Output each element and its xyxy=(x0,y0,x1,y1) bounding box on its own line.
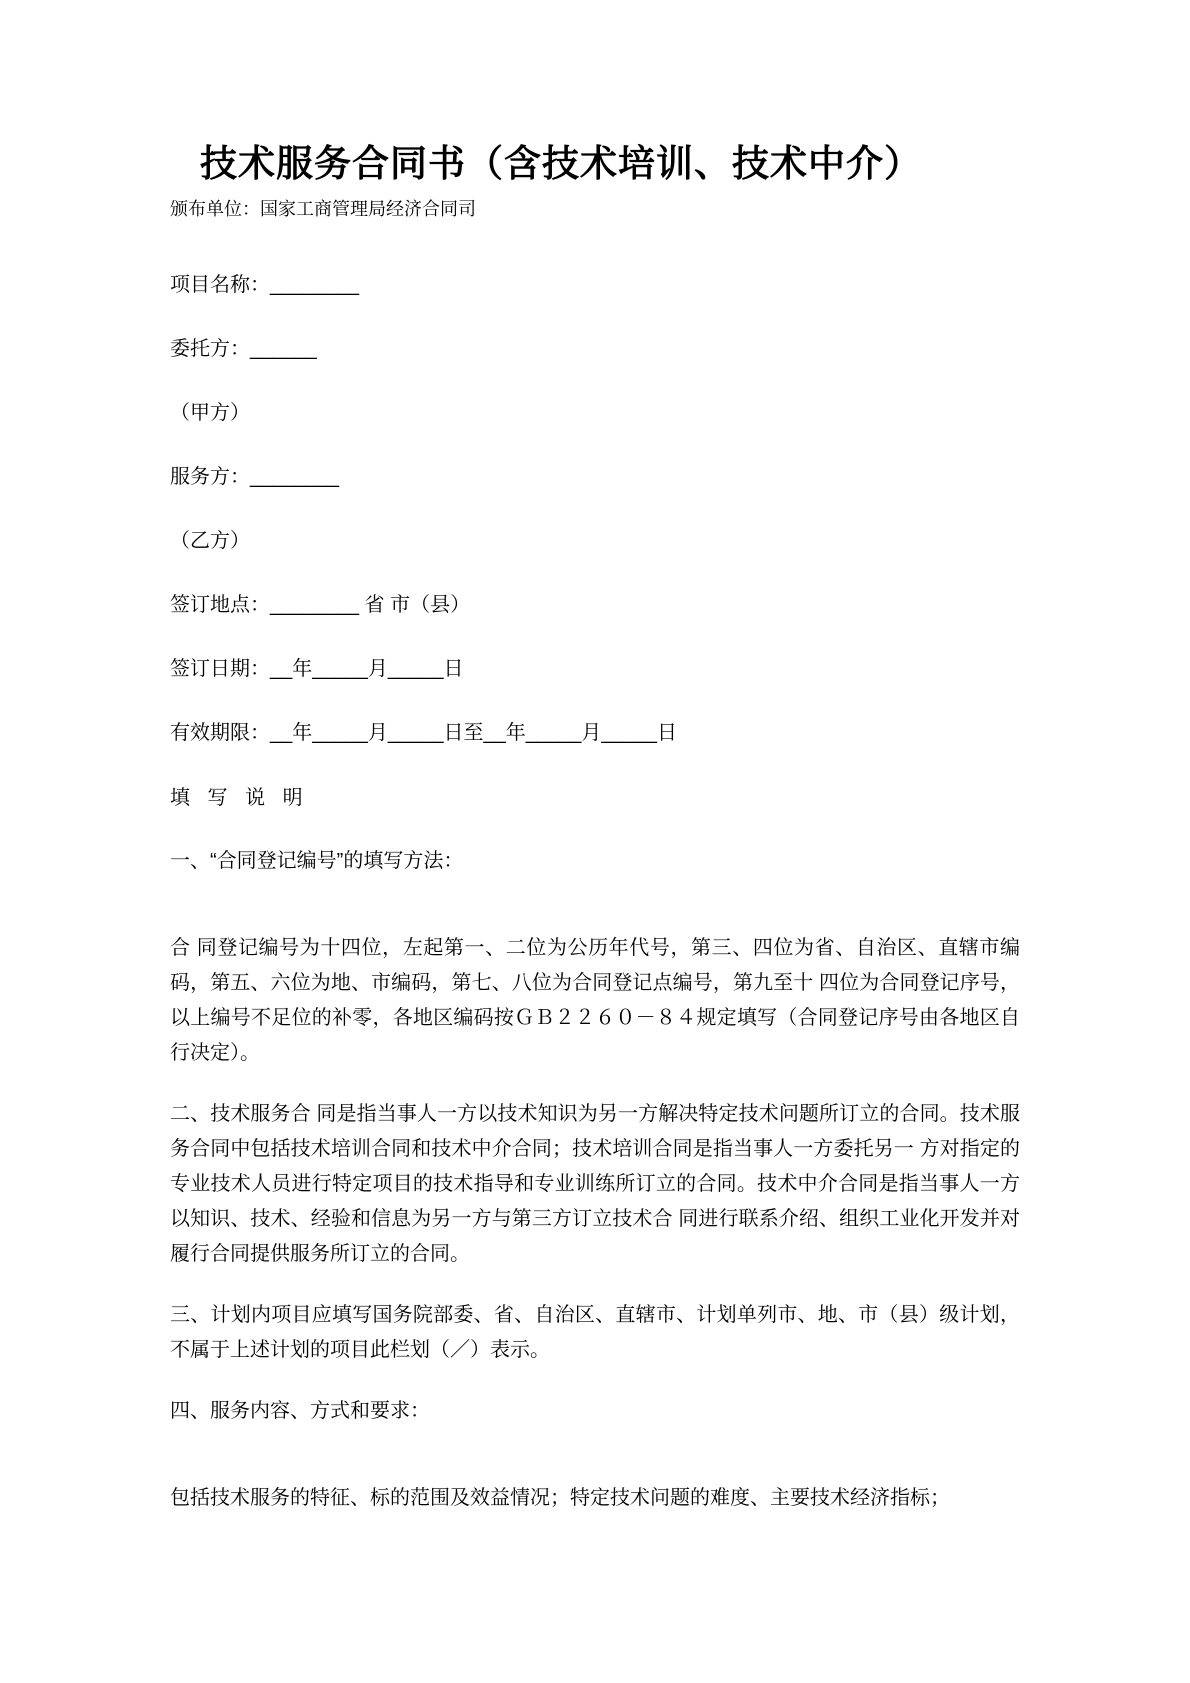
field-project-name-blank: ________ xyxy=(270,273,359,296)
field-party-a xyxy=(170,397,1020,429)
spacer xyxy=(170,905,1020,931)
field-client-blank: ______ xyxy=(250,337,317,360)
field-project-name-label: 项目名称： xyxy=(170,273,270,296)
field-project-name xyxy=(170,269,1020,301)
field-signing-date-label: 签订日期： xyxy=(170,657,270,680)
section-3-body: 三、计划内项目应填写国务院部委、省、自治区、直辖市、计划单列市、地、市（县）级计划，不属于上述计划的项目此栏划（／）表示。 xyxy=(170,1303,1020,1361)
field-party-b-label: （乙方） xyxy=(170,529,250,552)
section-4-heading: 四、服务内容、方式和要求： xyxy=(170,1399,430,1422)
field-signing-place-blank: ________ 省 市（县） xyxy=(270,593,471,616)
page-title: 技术服务合同书（含技术培训、技术中介） xyxy=(200,144,922,185)
field-party-a-label: （甲方） xyxy=(170,401,250,424)
field-party-b xyxy=(170,525,1020,557)
field-validity-period xyxy=(170,717,1020,749)
section-1-body: 合 同登记编号为十四位，左起第一、二位为公历年代号，第三、四位为省、自治区、直辖市编码，第五、六位为地、市编码，第七、八位为合同登记点编号，第九至十 四位为合同登记序号，以上编号不足位的补零，各地区编码按ＧＢ２２６０－８４规定填写（合同登记序号由各地区自行决定）。 xyxy=(170,936,1020,1064)
field-signing-place xyxy=(170,589,1020,621)
section-2-body: 二、技术服务合 同是指当事人一方以技术知识为另一方解决特定技术问题所订立的合同。技术服务合同中包括技术培训合同和技术中介合同；技术培训合同是指当事人一方委托另一 方对指定的专业技术人员进行特定项目的技术指导和专业训练所订立的合同。技术中介合同是指当事人一方以知识、技术、经验和信息为另一方与第三方订立技术合 同进行联系介绍、组织工业化开发并对履行合同提供服务所订立的合同。 xyxy=(170,1102,1020,1265)
field-service-provider xyxy=(170,461,1020,493)
field-client-label: 委托方： xyxy=(170,337,250,360)
field-signing-date-blank: __年_____月_____日 xyxy=(270,657,464,680)
field-validity-period-label: 有效期限： xyxy=(170,721,270,744)
section-4-body: 包括技术服务的特征、标的范围及效益情况；特定技术问题的难度、主要技术经济指标； xyxy=(170,1486,950,1509)
field-validity-period-blank: __年_____月_____日至__年_____月_____日 xyxy=(270,721,677,744)
field-signing-place-label: 签订地点： xyxy=(170,593,270,616)
publisher-line: 颁布单位：国家工商管理局经济合同司 xyxy=(170,198,476,219)
fill-instructions-heading: 填 写 说 明 xyxy=(170,786,309,809)
field-service-provider-blank: ________ xyxy=(250,465,339,488)
field-client xyxy=(170,333,1020,365)
spacer xyxy=(170,1455,1020,1481)
field-service-provider-label: 服务方： xyxy=(170,465,250,488)
field-signing-date xyxy=(170,653,1020,685)
section-1-heading: 一、“合同登记编号”的填写方法： xyxy=(170,849,464,872)
